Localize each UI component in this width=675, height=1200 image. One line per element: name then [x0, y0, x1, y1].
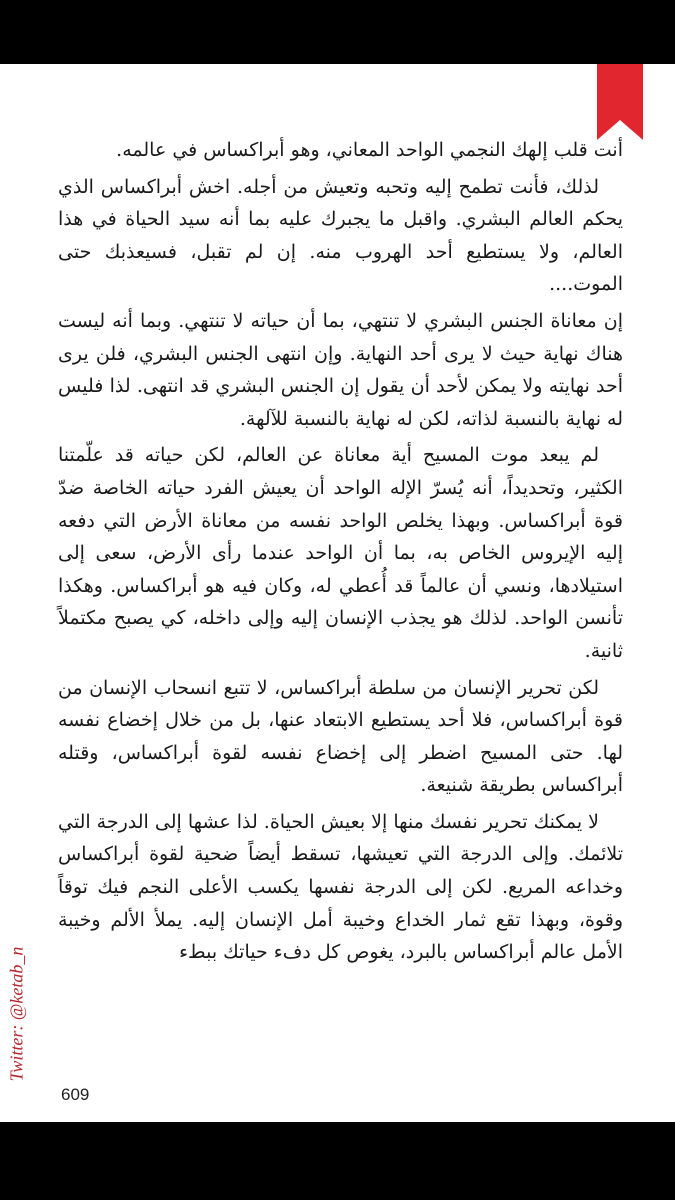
twitter-watermark: [4, 894, 30, 1134]
page-number: 609: [61, 1085, 90, 1104]
watermark-text: Twitter: @ketab_n: [6, 946, 27, 1082]
paragraph-5: لكن تحرير الإنسان من سلطة أبراكساس، لا تتبع انسحاب الإنسان من قوة أبراكساس، فلا أحد يستطيع الابتعاد عنها، بل من خلال إخضاع نفسه لها. حتى المسيح اضطر إلى إخضاع نفسه لقوة أبراكساس، وقتله أبراكساس بطريقة شنيعة.: [58, 676, 623, 797]
page-text: [58, 134, 623, 973]
top-black-bar: [0, 0, 675, 64]
bottom-black-bar: [0, 1122, 675, 1200]
paragraph-3: إن معاناة الجنس البشري لا تنتهي، بما أن حياته لا تنتهي. وبما أنه ليست هناك نهاية حيث لا يرى أحد النهاية. وإن انتهى الجنس البشري، فلن يرى أحد نهايته ولا يمكن لأحد أن يقول إن الجنس البشري قد انتهى. لذا فليس له نهاية بالنسبة لذاته، لكن له نهاية بالنسبة للآلهة.: [58, 309, 623, 430]
bookmark-icon[interactable]: [597, 64, 643, 140]
paragraph-4: لم يبعد موت المسيح أية معاناة عن العالم، لكن حياته قد علّمتنا الكثير، وتحديداً، أنه يُسرّ الإله الواحد أن يعيش الفرد حياته الخاصة ضدّ قوة أبراكساس. وبهذا يخلص الواحد نفسه من معاناة الأرض التي دفعه إليه الإيروس الخاص به، بما أن الواحد عندما رأى الأرض، سعى إلى استيلادها، ونسي أن عالماً قد أُعطي له، وكان فيه هو أبراكساس. وهكذا تأنسن الواحد. لذلك هو يجذب الإنسان إليه وإلى داخله، كي يصبح مكتملاً ثانية.: [58, 444, 623, 662]
paragraph-1: أنت قلب إلهك النجمي الواحد المعاني، وهو أبراكساس في عالمه.: [116, 139, 623, 161]
paragraph-2: لذلك، فأنت تطمح إليه وتحبه وتعيش من أجله. اخش أبراكساس الذي يحكم العالم البشري. واقبل ما يجبرك عليه بما أنه سيد الحياة في هذا العالم، ولا يستطيع أحد الهروب منه. إن لم تقبل، فسيعذبك حتى الموت....: [58, 175, 623, 296]
book-page: [0, 64, 675, 1122]
paragraph-6: لا يمكنك تحرير نفسك منها إلا بعيش الحياة. لذا عشها إلى الدرجة التي تلائمك. وإلى الدرجة التي تعيشها، تسقط أيضاً ضحية لقوة أبراكساس وخداعه المريع. لكن إلى الدرجة نفسها يكسب الأعلى النجم فيك توقاً وقوة، وبهذا تقع ثمار الخداع وخيبة أمل الإنسان إليه. يملأ الألم وخيبة الأمل عالم أبراكساس بالبرد، يغوص كل دفء حياتك ببطء: [58, 810, 623, 964]
